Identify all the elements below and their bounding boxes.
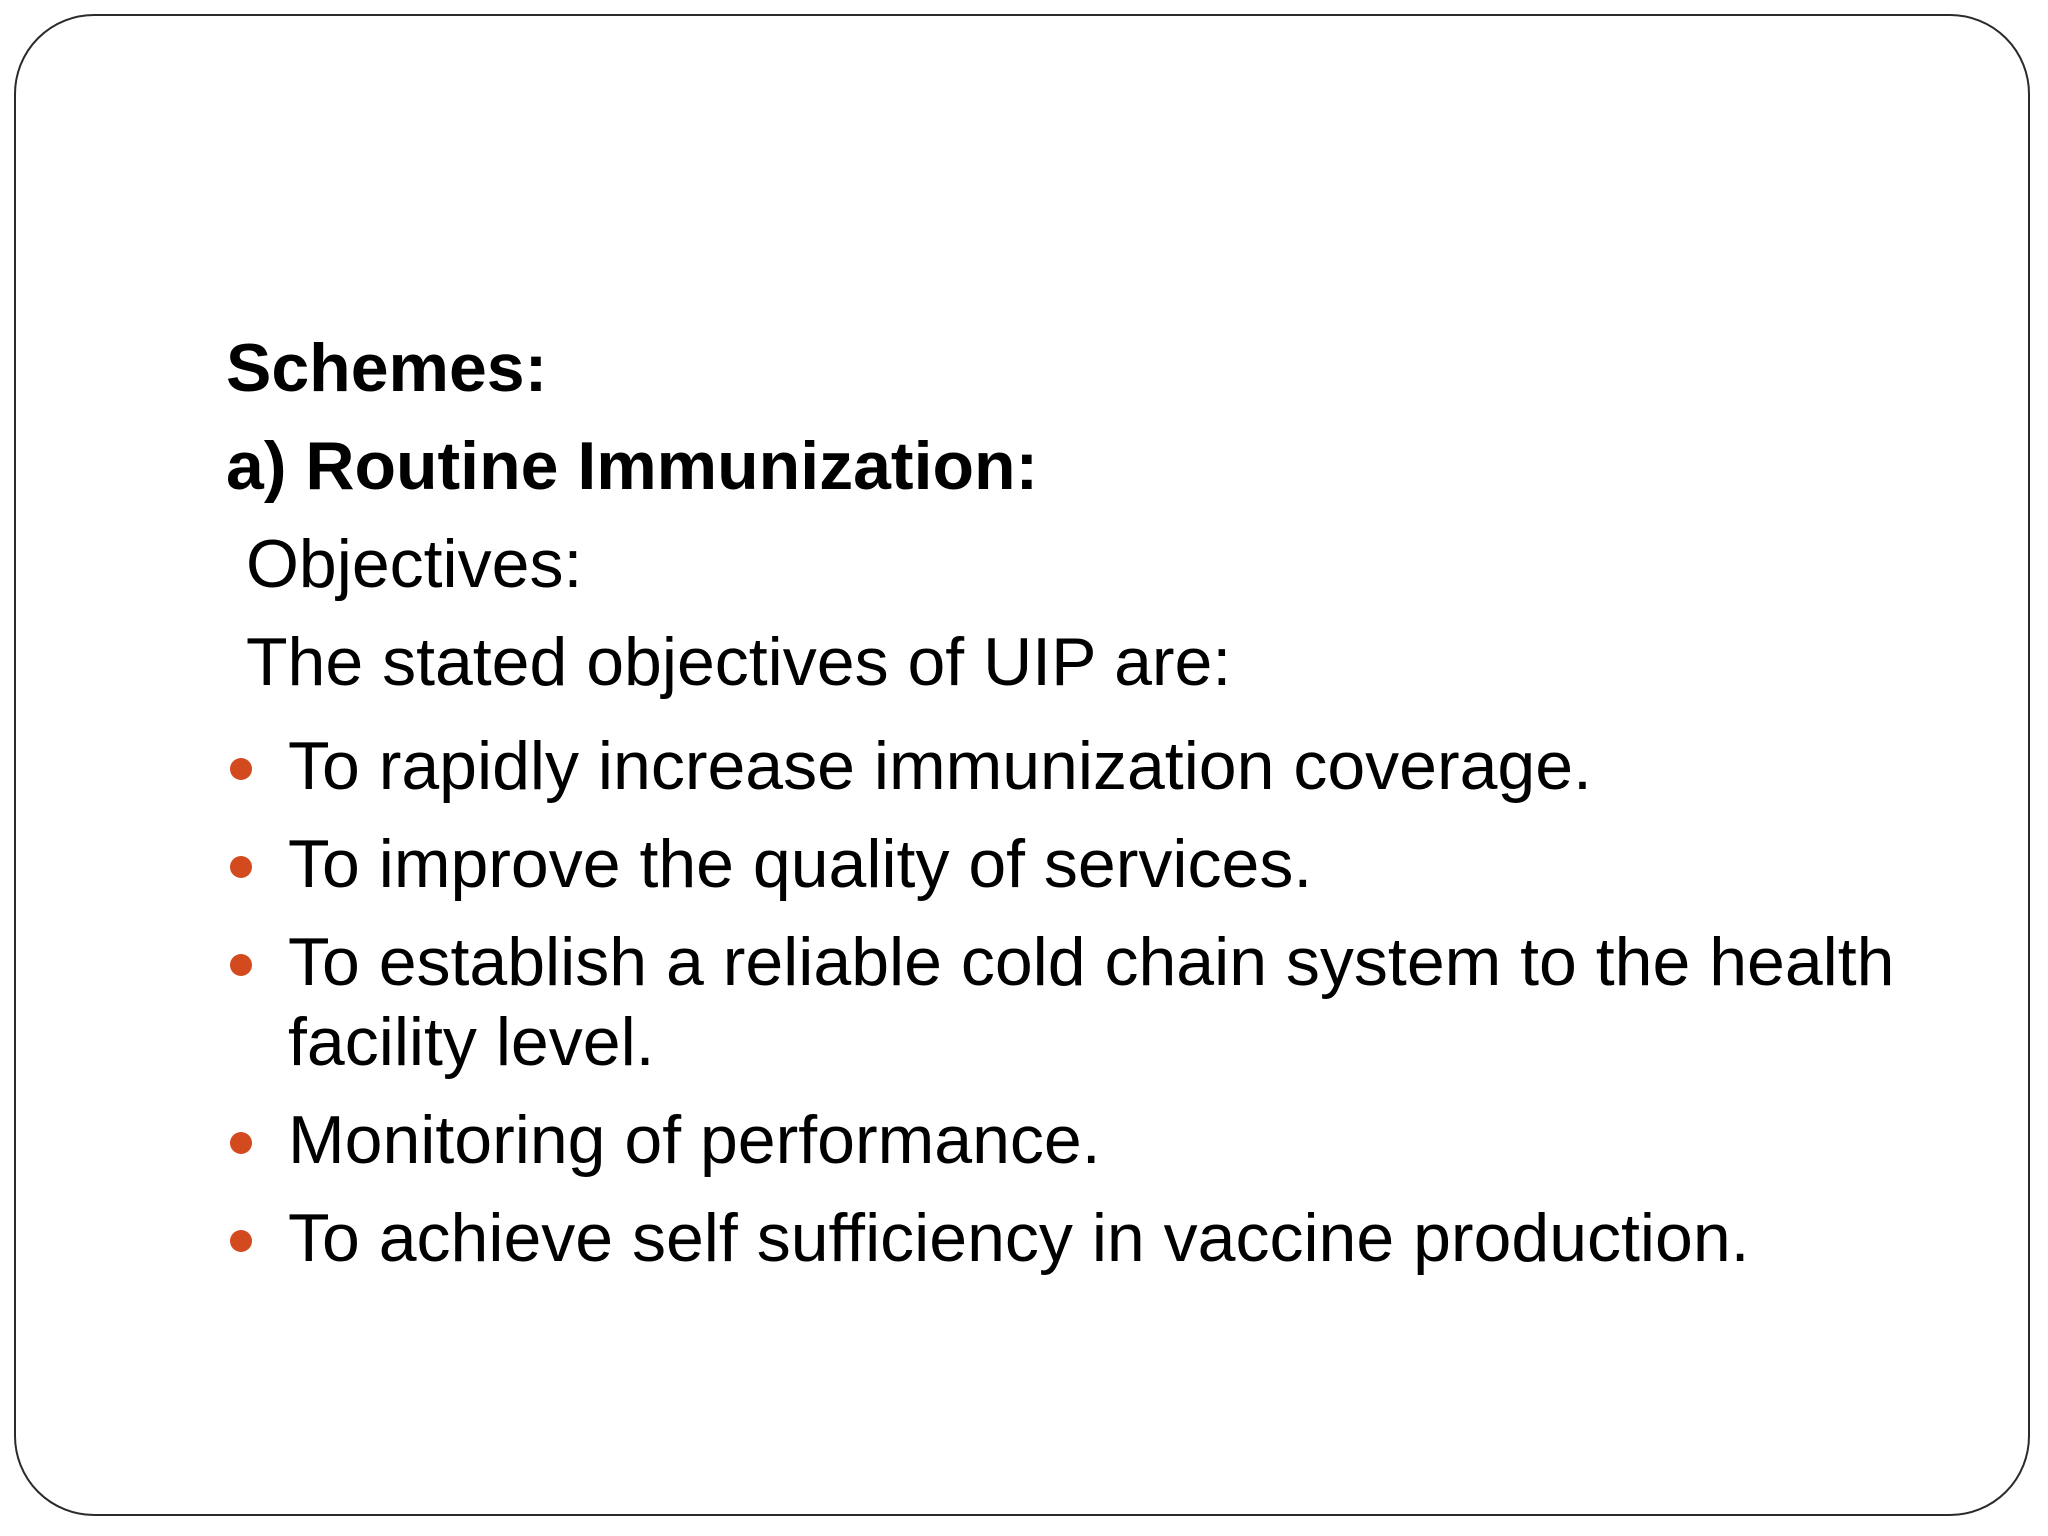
section-heading: a) Routine Immunization: [226,428,1039,504]
objectives-intro: The stated objectives of UIP are: [246,624,1232,700]
objectives-label: Objectives: [246,526,583,602]
list-item [226,1100,1946,1180]
list-item-text: Monitoring of performance. [288,1102,1101,1178]
list-item [226,922,1946,1082]
slide-heading: Schemes: [226,330,548,406]
list-item [226,726,1946,806]
bullet-icon [230,1132,252,1154]
bullet-icon [230,856,252,878]
list-item-text: To rapidly increase immunization coverage. [288,728,1592,804]
objectives-list [226,726,1946,1296]
bullet-icon [230,1230,252,1252]
list-item-text: To improve the quality of services. [288,826,1313,902]
list-item-text: To achieve self sufficiency in vaccine production. [288,1200,1750,1276]
list-item-text: To establish a reliable cold chain system to the health facility level. [288,924,1895,1080]
bullet-icon [230,954,252,976]
bullet-icon [230,758,252,780]
list-item [226,824,1946,904]
list-item [226,1198,1946,1278]
